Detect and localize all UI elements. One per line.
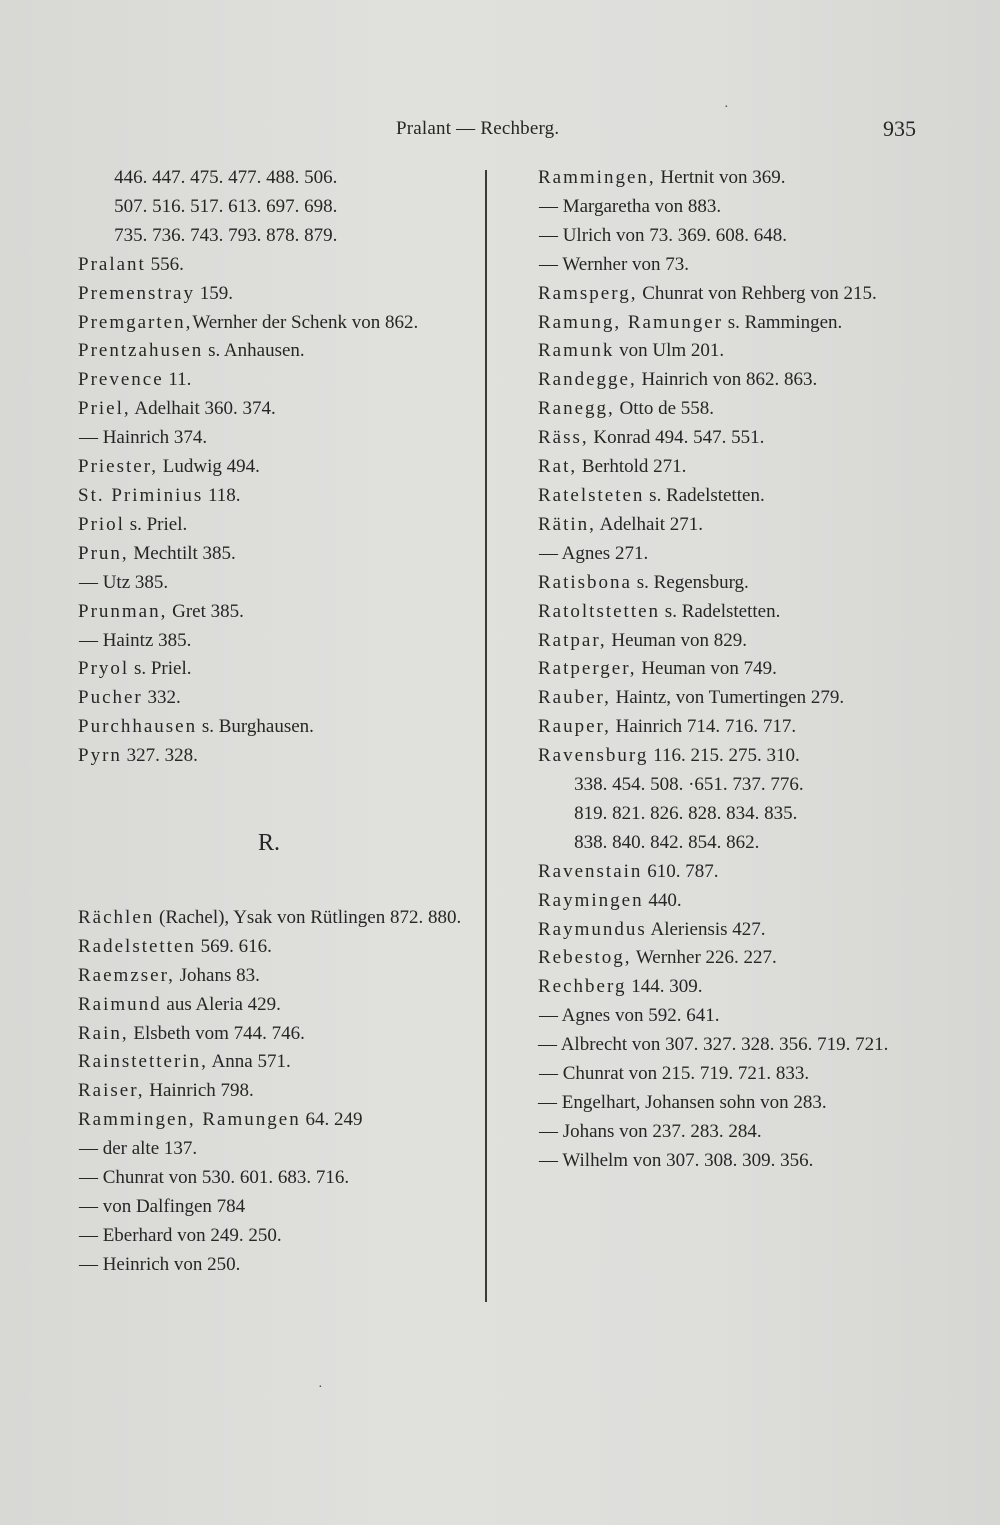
entry-heading: Pryol xyxy=(78,658,130,680)
entry-heading: Rauper, xyxy=(538,716,611,738)
index-subentry: — Haintz 385. xyxy=(78,629,192,651)
index-subentry: — Chunrat von 215. 719. 721. 833. xyxy=(538,1063,810,1085)
entry-references: Heuman von 749. xyxy=(636,658,777,680)
index-entry xyxy=(78,309,470,338)
entry-heading: Rauber, xyxy=(538,687,611,709)
entry-references: Wernher der Schenk von 862. xyxy=(192,311,419,333)
index-entry xyxy=(78,366,470,395)
index-entry xyxy=(78,598,470,627)
entry-references: s. Radelstetten. xyxy=(644,484,765,506)
section-letter: R. xyxy=(257,830,280,857)
entry-references: Chunrat von Rehberg von 215. xyxy=(637,282,877,304)
entry-heading: Ratelsteten xyxy=(538,484,645,506)
entry-heading: Rammingen, Ramungen xyxy=(78,1109,301,1131)
index-entry xyxy=(78,1048,470,1077)
index-entry xyxy=(78,337,470,366)
entry-references: 64. 249 xyxy=(300,1109,363,1131)
entry-references: von Ulm 201. xyxy=(614,340,725,362)
entry-references: s. Priel. xyxy=(129,658,192,680)
r-entry-list xyxy=(78,904,470,1280)
entry-references: Wernher 226. 227. xyxy=(631,947,777,969)
index-entry xyxy=(538,713,918,742)
entry-heading: Ranegg, xyxy=(538,398,615,420)
entry-heading: Priester, xyxy=(78,456,159,478)
index-entry xyxy=(78,1106,470,1135)
entry-heading: Ravenstain xyxy=(538,860,643,882)
entry-heading: Rainstetterin, xyxy=(78,1051,208,1073)
entry-heading: Premenstray xyxy=(78,282,195,304)
index-subentry: — Wilhelm von 307. 308. 309. 356. xyxy=(538,1149,814,1171)
entry-heading: Raiser, xyxy=(78,1080,145,1102)
index-entry xyxy=(538,742,918,771)
left-entry-list xyxy=(78,164,470,771)
index-subentry: — Chunrat von 530. 601. 683. 716. xyxy=(78,1167,350,1189)
index-entry xyxy=(538,627,918,656)
index-subentry: — Hainrich 374. xyxy=(78,427,208,449)
entry-references: s. Regensburg. xyxy=(632,571,749,593)
entry-references: 144. 309. xyxy=(626,976,703,998)
entry-heading: Raimund xyxy=(78,993,162,1015)
entry-references: Hainrich 798. xyxy=(144,1080,254,1102)
index-entry xyxy=(538,280,918,309)
entry-references: Adelhait 360. 374. xyxy=(130,398,276,420)
left-column xyxy=(78,164,470,1280)
entry-references: s. Priel. xyxy=(124,513,188,535)
entry-heading: Rammingen, xyxy=(538,167,656,188)
entry-heading: Pyrn xyxy=(78,745,122,767)
entry-heading: Radelstetten xyxy=(78,935,196,957)
entry-continuation: 338. 454. 508. ·651. 737. 776. xyxy=(574,774,804,796)
entry-references: Heuman von 829. xyxy=(606,629,748,651)
index-entry xyxy=(538,424,918,453)
index-subentry: — Eberhard von 249. 250. xyxy=(78,1224,282,1246)
index-subentry: — Utz 385. xyxy=(78,571,169,593)
entry-continuation: 446. 447. 475. 477. 488. 506. xyxy=(114,167,338,188)
ink-speck: · xyxy=(724,100,729,115)
index-entry xyxy=(78,933,470,962)
entry-heading: Prevence xyxy=(78,369,164,391)
entry-heading: Ramung, Ramunger xyxy=(538,311,724,333)
entry-heading: Prun, xyxy=(78,542,129,564)
entry-references: Hertnit von 369. xyxy=(655,167,786,188)
index-entry xyxy=(78,742,470,771)
entry-references: Otto de 558. xyxy=(614,398,715,420)
index-entry xyxy=(538,684,918,713)
entry-heading: St. Priminius xyxy=(78,484,204,506)
entry-references: Johans 83. xyxy=(174,964,260,986)
entry-references: Konrad 494. 547. 551. xyxy=(588,427,765,449)
entry-references: Hainrich von 862. 863. xyxy=(636,369,818,391)
index-entry xyxy=(78,1020,470,1049)
entry-heading: Ratpar, xyxy=(538,629,607,651)
entry-references: 327. 328. xyxy=(121,745,198,767)
index-subentry: — Albrecht von 307. 327. 328. 356. 719. 721. xyxy=(538,1034,889,1056)
entry-references: (Rachel), Ysak von Rütlingen 872. 880. xyxy=(154,906,462,928)
index-entry xyxy=(538,944,918,973)
entry-heading: Priel, xyxy=(78,398,131,420)
index-entry xyxy=(78,991,470,1020)
entry-continuation: 838. 840. 842. 854. 862. xyxy=(574,831,760,853)
index-subentry: — der alte 137. xyxy=(78,1138,198,1160)
entry-continuation: 819. 821. 826. 828. 834. 835. xyxy=(574,802,798,824)
entry-references: s. Rammingen. xyxy=(723,311,843,333)
index-entry xyxy=(78,395,470,424)
index-entry xyxy=(538,482,918,511)
entry-references: s. Burghausen. xyxy=(197,716,314,738)
entry-references: Hainrich 714. 716. 717. xyxy=(610,716,797,738)
index-entry xyxy=(78,540,470,569)
index-entry xyxy=(78,280,470,309)
entry-heading: Pucher xyxy=(78,687,143,709)
entry-references: 332. xyxy=(142,687,181,709)
entry-references: 556. xyxy=(145,253,184,275)
index-subentry: — Agnes von 592. 641. xyxy=(538,1005,720,1027)
index-entry xyxy=(538,858,918,887)
index-entry xyxy=(538,655,918,684)
index-entry xyxy=(78,904,470,933)
entry-references: 440. xyxy=(643,889,682,911)
entry-heading: Räss, xyxy=(538,427,589,449)
index-entry xyxy=(538,569,918,598)
index-entry xyxy=(538,453,918,482)
index-subentry: — Margaretha von 883. xyxy=(538,195,722,217)
index-entry xyxy=(538,511,918,540)
index-entry xyxy=(538,164,918,193)
entry-references: aus Aleria 429. xyxy=(161,993,281,1015)
entry-references: 610. 787. xyxy=(642,860,719,882)
entry-references: Ludwig 494. xyxy=(158,456,260,478)
entry-heading: Rächlen xyxy=(78,906,155,928)
index-entry xyxy=(538,887,918,916)
entry-references: Haintz, von Tumertingen 279. xyxy=(610,687,845,709)
entry-heading: Prentzahusen xyxy=(78,340,204,362)
index-entry xyxy=(78,655,470,684)
entry-heading: Raymingen xyxy=(538,889,644,911)
entry-heading: Ratperger, xyxy=(538,658,637,680)
index-entry xyxy=(538,366,918,395)
index-subentry: — von Dalfingen 784 xyxy=(78,1196,246,1217)
index-subentry: — Heinrich von 250. xyxy=(78,1253,241,1275)
index-entry xyxy=(538,309,918,338)
entry-continuation: 507. 516. 517. 613. 697. 698. xyxy=(114,195,338,217)
running-title: Pralant — Rechberg. xyxy=(396,118,560,139)
entry-heading: Rain, xyxy=(78,1022,129,1044)
running-header xyxy=(0,116,1000,146)
entry-references: Mechtilt 385. xyxy=(128,542,236,564)
index-entry xyxy=(538,973,918,1002)
entry-heading: Rechberg xyxy=(538,976,627,998)
entry-heading: Purchhausen xyxy=(78,716,198,738)
entry-heading: Premgarten, xyxy=(78,311,193,333)
entry-heading: Raymundus xyxy=(538,918,647,940)
entry-references: Berhtold 271. xyxy=(577,456,687,478)
entry-heading: Raemzser, xyxy=(78,964,175,986)
entry-heading: Pralant xyxy=(78,253,146,275)
index-subentry: — Agnes 271. xyxy=(538,542,649,564)
entry-heading: Rätin, xyxy=(538,513,596,535)
entry-heading: Prunman, xyxy=(78,600,168,622)
index-entry xyxy=(78,482,470,511)
entry-continuation: 735. 736. 743. 793. 878. 879. xyxy=(114,224,338,246)
entry-references: Elsbeth vom 744. 746. xyxy=(128,1022,305,1044)
page-number: 935 xyxy=(883,116,916,141)
index-subentry: — Wernher von 73. xyxy=(538,253,690,275)
entry-heading: Priol xyxy=(78,513,125,535)
entry-heading: Rebestog, xyxy=(538,947,632,969)
entry-heading: Ratoltstetten xyxy=(538,600,661,622)
index-entry xyxy=(538,395,918,424)
ink-speck: · xyxy=(318,1380,323,1395)
index-entry xyxy=(538,916,918,945)
entry-references: 118. xyxy=(203,484,241,506)
index-subentry: — Engelhart, Johansen sohn von 283. xyxy=(538,1092,827,1113)
right-entry-list xyxy=(538,164,918,1176)
right-column xyxy=(538,164,918,1176)
entry-references: s. Anhausen. xyxy=(203,340,305,362)
entry-heading: Ravensburg xyxy=(538,745,649,767)
entry-references: Aleriensis 427. xyxy=(646,918,766,940)
entry-references: s. Radelstetten. xyxy=(660,600,781,622)
index-subentry: — Ulrich von 73. 369. 608. 648. xyxy=(538,224,787,246)
index-entry xyxy=(78,684,470,713)
index-entry xyxy=(78,962,470,991)
entry-heading: Ratisbona xyxy=(538,571,632,593)
entry-references: 569. 616. xyxy=(195,935,272,957)
entry-references: Anna 571. xyxy=(207,1051,291,1073)
entry-heading: Ramsperg, xyxy=(538,282,638,304)
index-entry xyxy=(78,251,470,280)
index-subentry: — Johans von 237. 283. 284. xyxy=(538,1120,762,1142)
index-entry xyxy=(538,598,918,627)
entry-references: 11. xyxy=(163,369,192,391)
index-entry xyxy=(78,511,470,540)
index-entry xyxy=(78,1077,470,1106)
entry-heading: Rat, xyxy=(538,456,578,478)
entry-references: 116. 215. 275. 310. xyxy=(648,745,800,767)
index-entry xyxy=(538,337,918,366)
entry-heading: Ramunk xyxy=(538,340,615,362)
column-divider xyxy=(485,170,487,1302)
index-entry xyxy=(78,713,470,742)
entry-references: Adelhait 271. xyxy=(595,513,704,535)
entry-references: 159. xyxy=(194,282,233,304)
entry-references: Gret 385. xyxy=(167,600,244,622)
index-entry xyxy=(78,453,470,482)
entry-heading: Randegge, xyxy=(538,369,637,391)
